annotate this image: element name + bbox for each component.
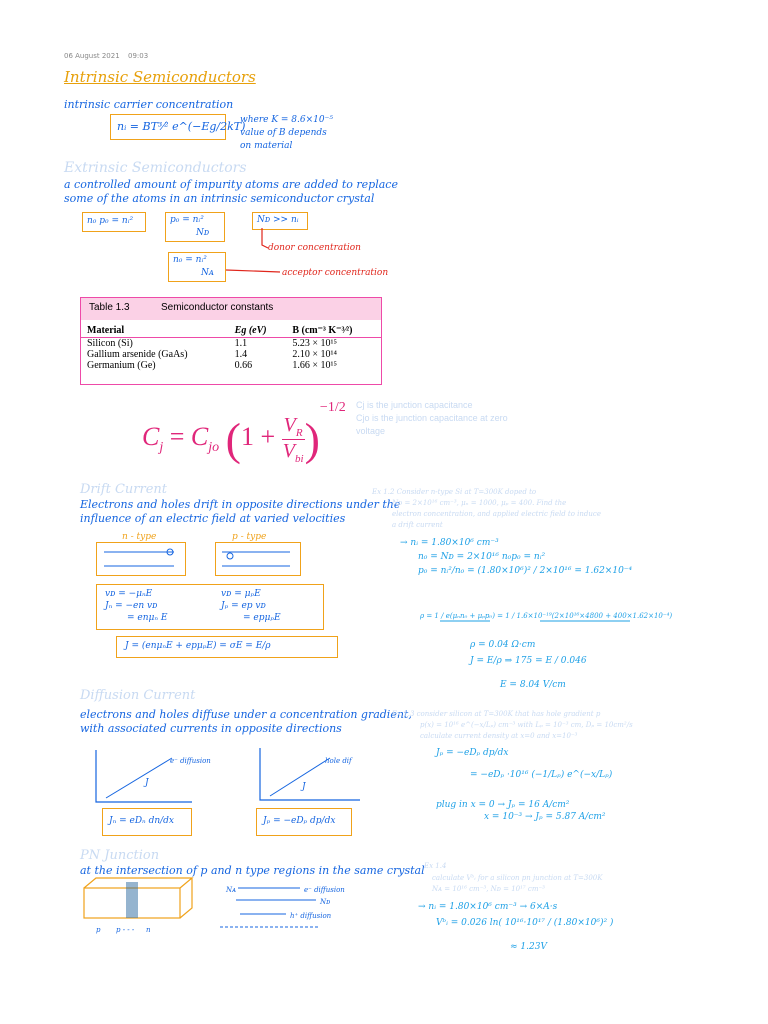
ex12-line-4: ρ = 1 / e(μₙn₀ + μₚp₀) = 1 / 1.6×10⁻¹⁹(2×10¹⁶×4800 + 400×1.62×10⁻⁴) (420, 612, 673, 620)
ex12-line-5: ρ = 0.04 Ω·cm (470, 640, 536, 650)
hole-symbol (227, 553, 233, 559)
diffusion-line2: with associated currents in opposite directions (80, 722, 342, 735)
cjo-symbol: C (190, 422, 209, 451)
ptype-label: p - type (232, 532, 267, 542)
ex14-prompt-1: Ex 1.4 (424, 862, 447, 870)
extrinsic-line2: some of the atoms in an intrinsic semiconductor crystal (64, 192, 375, 205)
ex12-line-3: p₀ = nᵢ²/n₀ = (1.80×10⁶)² / 2×10¹⁶ = 1.62×10⁻⁴ (418, 566, 633, 576)
one-plus: 1 + (240, 422, 276, 451)
pn-hdiff-label: h⁺ diffusion (290, 912, 332, 920)
electron-diffusion-label: e⁻ diffusion (170, 757, 211, 765)
ex12-line-7: E = 8.04 V/cm (500, 680, 566, 690)
ex13-prompt-1: Ex 1.3 consider silicon at T=300K that has hole gradient p (392, 710, 601, 718)
drift-total-eq: J = (enμₙE + epμₚE) = σE = E/ρ (125, 641, 271, 651)
ex13-prompt-3: calculate current density at x=0 and x=10⁻³ (420, 732, 578, 740)
drift-eq-6: = epμₚE (243, 613, 281, 623)
hole-conc-den: Nᴅ (196, 228, 210, 238)
electron-conc-num: n₀ = nᵢ² (173, 255, 207, 265)
electron-graph-axes (96, 750, 192, 802)
table-cell: 0.66 (234, 360, 253, 371)
table-label: Table 1.3 (89, 302, 130, 313)
ex14-line-2: Vᵇᵢ = 0.026 ln( 10¹⁶·10¹⁷ / (1.80×10⁶)² ) (436, 918, 614, 928)
junction-note-3: voltage (356, 426, 386, 436)
ex12-prompt-4: a drift current (392, 521, 443, 529)
donor-condition: Nᴅ >> nᵢ (257, 215, 299, 225)
pn-pdots-label: p - - - (116, 926, 135, 934)
hole-graph-axes (260, 748, 360, 800)
ex12-prompt-2: Nᴅ = 2×10¹⁶ cm⁻³, μₙ = 1000, μₚ = 400. Find the (392, 499, 567, 507)
hole-diffusion-label: hole dif (325, 757, 352, 765)
cj-sub: j (159, 440, 164, 456)
drift-line1: Electrons and holes drift in opposite directions under the (80, 498, 401, 511)
junction-note-1: Cj is the junction capacitance (356, 400, 473, 410)
intrinsic-title: Intrinsic Semiconductors (64, 68, 256, 86)
extrinsic-title: Extrinsic Semiconductors (64, 160, 247, 176)
table-cell: 2.10 × 10¹⁴ (292, 349, 337, 360)
ex14-prompt-2: calculate Vᵇᵢ for a silicon pn junction at T=300K (432, 874, 603, 882)
electron-conc-den: Nᴀ (201, 268, 214, 278)
hole-diffusion-j: J (302, 782, 306, 792)
header-time: 09:03 (128, 52, 149, 60)
intrinsic-subtitle: intrinsic carrier concentration (64, 98, 234, 111)
junction-note-2: Cjo is the junction capacitance at zero (356, 413, 508, 423)
equals: = (169, 422, 185, 451)
donor-arrow (262, 228, 268, 248)
close-paren: ) (304, 413, 320, 465)
electron-diffusion-j: J (145, 778, 149, 788)
ex13-line-4: x = 10⁻³ → Jₚ = 5.87 A/cm² (484, 812, 606, 822)
col-eg: Eg (eV) (229, 324, 287, 338)
pn-line1: at the intersection of p and n type regions in the same crystal (80, 864, 425, 877)
table-cell: 1.1 (234, 338, 248, 349)
donor-label: donor concentration (268, 243, 361, 253)
table-cell: 5.23 × 10¹⁵ (292, 338, 337, 349)
table-cell: Gallium arsenide (GaAs) (87, 349, 188, 360)
hole-conc-num: p₀ = nᵢ² (170, 215, 204, 225)
electron-diffusion-eq: Jₙ = eDₙ dn/dx (109, 816, 174, 826)
ex14-prompt-3: Nᴀ = 10¹⁶ cm⁻³, Nᴅ = 10¹⁷ cm⁻³ (432, 885, 545, 893)
pn-ediff-label: e⁻ diffusion (304, 886, 345, 894)
table-cell: Germanium (Ge) (87, 360, 156, 371)
pn-p-label: p (96, 926, 101, 934)
vr-symbol: V (283, 413, 296, 436)
pn-n-label: n (146, 926, 151, 934)
ex14-line-1: → nᵢ = 1.80×10⁶ cm⁻³ → 6×A·s (418, 902, 558, 912)
vbi-symbol: V (282, 439, 295, 462)
pn-junction-plane (126, 882, 138, 918)
col-b: B (cm⁻³ K⁻³⁄²) (286, 324, 381, 338)
table-cell: Silicon (Si) (87, 338, 133, 349)
open-paren: ( (225, 413, 241, 465)
hole-diffusion-eq: Jₚ = −eDₚ dp/dx (263, 816, 336, 826)
diffusion-line1: electrons and holes diffuse under a concentration gradient, (80, 708, 412, 721)
pn-title: PN Junction (80, 848, 160, 863)
ntype-label: n - type (122, 532, 157, 542)
header-date: 06 August 2021 (64, 52, 120, 60)
intrinsic-note-k: where K = 8.6×10⁻⁵ (240, 115, 333, 125)
cjo-sub: jo (208, 440, 220, 456)
pn-na-label: Nᴀ (226, 886, 237, 894)
intrinsic-note-material: on material (240, 141, 293, 151)
drift-eq-2: Jₙ = −en vᴅ (105, 601, 158, 611)
ex12-prompt-3: electron concentration, and applied electric field to induce (392, 510, 601, 518)
extrinsic-line1: a controlled amount of impurity atoms are added to replace (64, 178, 398, 191)
diffusion-title: Diffusion Current (80, 688, 196, 703)
table-name: Semiconductor constants (161, 302, 274, 313)
electron-concentration-line (106, 758, 172, 798)
ex12-prompt-1: Ex 1.2 Consider n-type Si at T=300K doped to (372, 488, 537, 496)
ex13-prompt-2: p(x) = 10¹⁶ e^(−x/Lₚ) cm⁻³ with Lₚ = 10⁻³ cm, Dₚ = 10cm²/s (420, 721, 633, 729)
acceptor-label: acceptor concentration (282, 268, 389, 278)
hole-concentration-line (270, 758, 330, 796)
drift-line2: influence of an electric field at varied velocities (80, 512, 346, 525)
drift-eq-4: vᴅ = μₚE (221, 589, 261, 599)
intrinsic-formula: nᵢ = BT³⁄² e^(−Eg/2kT) (117, 120, 246, 133)
pn-nd-label: Nᴅ (320, 898, 331, 906)
drift-eq-1: vᴅ = −μₙE (105, 589, 153, 599)
cj-symbol: C (142, 422, 160, 451)
drift-eq-5: Jₚ = ep vᴅ (221, 601, 266, 611)
ex12-line-1: → nᵢ = 1.80×10⁶ cm⁻³ (400, 538, 499, 548)
drift-title: Drift Current (80, 482, 168, 497)
ex12-line-6: J = E/ρ ⇒ 175 = E / 0.046 (470, 656, 587, 666)
drift-eq-3: = enμₙ E (127, 613, 168, 623)
ex13-line-2: = −eDₚ ·10¹⁶ (−1/Lₚ) e^(−x/Lₚ) (470, 770, 613, 780)
ex13-line-3: plug in x = 0 → Jₚ = 16 A/cm² (436, 800, 570, 810)
vbi-sub: bi (294, 452, 304, 465)
table-cell: 1.66 × 10¹⁵ (292, 360, 337, 371)
vr-sub: R (295, 426, 303, 439)
col-material: Material (81, 324, 229, 338)
mass-action-law: n₀ p₀ = nᵢ² (87, 216, 134, 226)
ex13-line-1: Jₚ = −eDₚ dp/dx (436, 748, 509, 758)
table-cell: 1.4 (234, 349, 248, 360)
power: −1/2 (319, 400, 346, 415)
ex14-line-3: ≈ 1.23V (510, 942, 547, 952)
ex12-line-2: n₀ = Nᴅ = 2×10¹⁶ n₀p₀ = nᵢ² (418, 552, 546, 562)
intrinsic-note-b: value of B depends (240, 128, 327, 138)
acceptor-arrow (226, 270, 280, 272)
